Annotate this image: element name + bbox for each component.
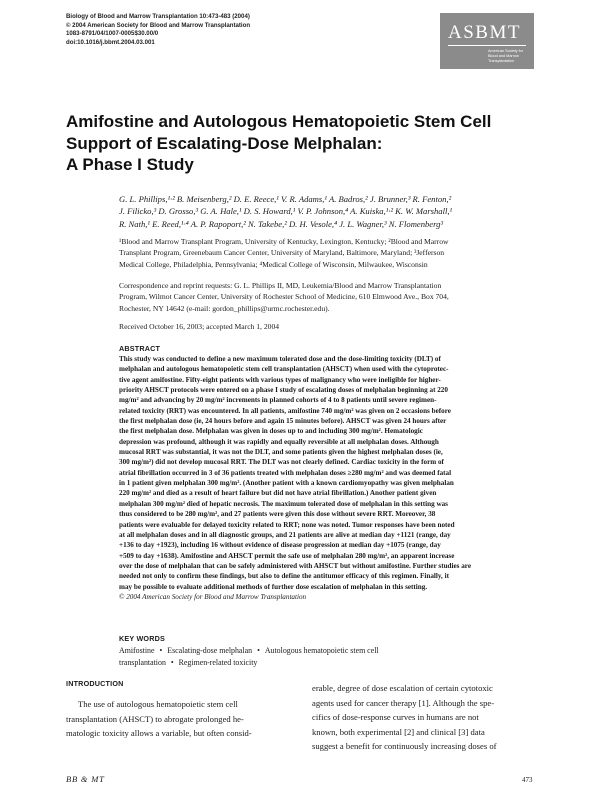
correspondence-line: Correspondence and reprint requests: G. L. Phillips II, MD, Leukemia/Blood and Marrow Transplantation [119,281,442,290]
abstract-line: mucosal RRT was substantial, it was not the DLT, and some patients given the highest melphalan doses (ie, [119,448,443,457]
correspondence [119,280,539,314]
author-line: G. L. Phillips,¹·² B. Meisenberg,² D. E. Reece,¹ V. R. Adams,¹ A. Badros,² J. Brunner,³ R. Fenton,² [119,194,452,204]
keyword: Autologous hematopoietic stem cell [264,646,379,655]
abstract-heading: ABSTRACT [119,344,161,353]
abstract-line: the first melphalan dose (ie, 24 hours before and again 15 minutes before). AHSCT was given 24 hours after [119,417,447,426]
abstract-line: melphalan and autologous hematopoietic stem cell transplantation (AHSCT) when used with the cytoprotec- [119,365,449,374]
keyword-separator: • [170,657,174,667]
abstract-line: 300 mg/m²) did not develop mucosal RRT. The DLT was not clearly defined. Cardiac toxicity in the form of [119,458,444,467]
journal-header [66,13,366,48]
logo-mark: ASBMT [448,22,521,43]
affiliation-line: ¹Blood and Marrow Transplant Program, University of Kentucky, Lexington, Kentucky; ²Blood and Marrow [119,237,449,246]
title-line: Amifostine and Autologous Hematopoietic Stem Cell [66,112,492,131]
keyword: Regimen-related toxicity [178,657,258,667]
intro-line: agents used for cancer therapy [1]. Although the spe- [312,697,495,708]
affiliations [119,236,539,270]
intro-right-column [312,681,538,754]
abstract-line: melphalan 300 mg/m² died of hepatic necrosis. The maximum tolerated dose of melphalan in this setting was [119,499,448,508]
abstract-line: depression was profound, although it was rapidly and equally reversible at all melphalan doses. Although [119,437,439,446]
abstract-line: related toxicity (RRT) was encountered. In all patients, amifostine 740 mg/m² was given on 2 occasions before [119,406,451,415]
abstract-line: needed not only to confirm these findings, but also to define the antitumor efficacy of this regimen. Finally, it [119,572,449,581]
abstract-line: the first melphalan dose. Melphalan was given in doses up to and including 300 mg/m². Hematologic [119,427,423,436]
abstract-line: patients were evaluable for delayed toxicity related to RRT; none was noted. Tumor responses have been noted [119,520,455,529]
journal-doi: doi:10.1016/j.bbmt.2004.03.001 [66,39,155,47]
correspondence-line: Program, Wilmot Cancer Center, University of Rochester School of Medicine, 610 Elmwood Ave., Box 704, [119,292,449,302]
abstract-line: +509 to day +1638). Amifostine and AHSCT permit the safe use of melphalan 280 mg/m², an apparent increase [119,551,455,560]
keyword-separator: • [257,646,260,655]
affiliation-line: Transplant Program, Greenebaum Cancer Center, University of Maryland, Baltimore, Maryland; ³Jefferson [119,248,445,258]
footer-journal-abbrev: BB & MT [66,774,105,784]
affiliation-line: Medical College, Philadelphia, Pennsylvania; ⁴Medical College of Wisconsin, Milwaukee, Wisconsin [119,259,428,269]
author-line: J. Filicko,³ D. Grosso,³ G. A. Hale,¹ D. S. Howard,¹ V. P. Johnson,⁴ A. Kuiska,¹·² K. W. Marshall,¹ [119,206,453,217]
abstract-line: mg/m² and advancing by 20 mg/m² increments in planned cohorts of 4 to 8 patients until severe regimen- [119,396,437,405]
intro-line: erable, degree of dose escalation of certain cytotoxic [312,683,493,693]
title-line: A Phase I Study [66,155,194,174]
keyword: Amifostine [119,646,155,655]
abstract-line: in 1 patient given melphalan 300 mg/m². (Another patient with a known cardiomyopathy was given melphalan [119,479,454,488]
abstract-line: thus considered to be 280 mg/m², and 27 patients were given this dose without severe RRT. Moreover, 38 [119,510,436,519]
article-title [66,111,536,176]
keywords-heading: KEY WORDS [119,634,165,643]
journal-issn: 1083-8791/04/1007-0005$30.00/0 [66,30,159,38]
abstract-line: at all melphalan doses and in all diagnostic groups, and 21 patients are alive at median day +1121 (range, day [119,530,451,539]
author-line: R. Nath,¹ E. Reed,¹·⁴ A. P. Rapoport,² N. Takebe,² D. H. Vesole,⁴ J. L. Wagner,³ N. Flomenberg³ [119,218,444,229]
intro-line: cifics of dose-response curves in humans are not [312,712,479,723]
abstract-line: +136 to day +1923), including 16 without evidence of disease progression at median day +1075 (range, day [119,541,441,550]
abstract-line: priority AHSCT protocols were entered on a phase I study of escalating doses of melphalan beginning at 220 [119,386,448,395]
intro-line: transplantation (AHSCT) to abrogate prolonged he- [66,713,244,724]
introduction-heading: INTRODUCTION [66,679,124,688]
keyword: transplantation [119,657,166,667]
intro-line: known, both experimental [2] and clinical [3] data [312,726,485,737]
intro-line: suggest a benefit for continuously increasing doses of [312,741,497,752]
journal-copyright: © 2004 American Society for Blood and Marrow Transplantation [66,21,251,29]
page-number: 473 [522,776,533,784]
abstract-line: may be possible to evaluate additional methods of further dose escalation of melphalan in this setting. [119,582,428,591]
intro-left-column [66,697,292,741]
journal-citation: Biology of Blood and Marrow Transplantation 10:473-483 (2004) [66,13,250,20]
correspondence-line: Rochester, NY 14642 (e-mail: gordon_phillips@urmc.rochester.edu). [119,303,330,313]
title-line: Support of Escalating-Dose Melphalan: [66,133,383,153]
received-dates: Received October 16, 2003; accepted March 1, 2004 [119,322,280,331]
abstract-line: atrial fibrillation occurred in 3 of 36 patients treated with melphalan doses ≥280 mg/m² and was deemed fatal [119,468,452,477]
abstract-copyright: © 2004 American Society for Blood and Marrow Transplantation [119,592,307,601]
abstract-line: over the dose of melphalan that can be safely administered with AHSCT but without amifostine. Further studies are [119,561,472,570]
keyword: Escalating-dose melphalan [167,646,253,655]
intro-line: The use of autologous hematopoietic stem cell [78,699,238,709]
keyword-separator: • [159,646,163,655]
keyword-list [119,645,539,668]
intro-line: matologic toxicity allows a variable, but often consid- [66,728,252,739]
logo-subtitle: American Society for Blood and Marrow Transplantation [488,49,524,63]
asbmt-logo [440,13,534,69]
logo-rule [448,45,526,46]
abstract-line: tive agent amifostine. Fifty-eight patients with various types of malignancy who were ineligible for higher- [119,375,441,384]
abstract-line: 220 mg/m² and died as a result of heart failure but did not have atrial fibrillation.) Another patient given [119,489,437,498]
abstract-line: This study was conducted to define a new maximum tolerated dose and the dose-limiting toxicity (DLT) of [119,355,441,363]
author-list [119,193,539,230]
abstract-body [119,354,539,602]
